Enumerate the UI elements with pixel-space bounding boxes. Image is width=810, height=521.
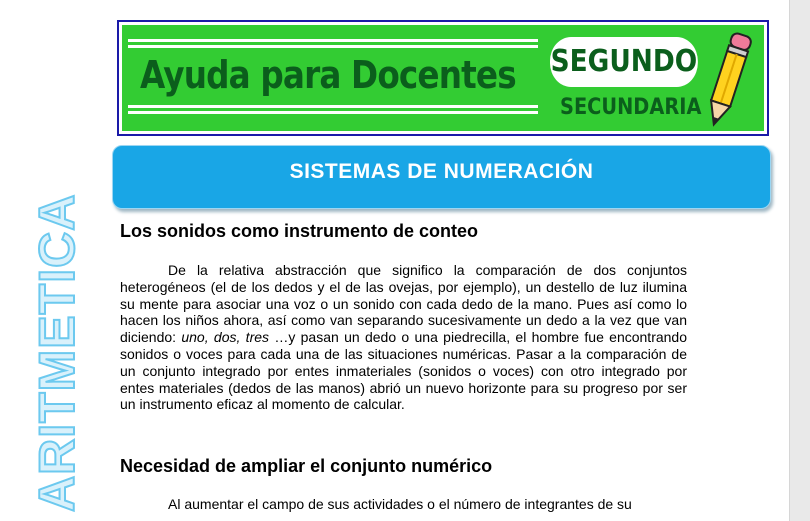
paragraph <box>120 496 687 513</box>
paragraph-text: Al aumentar el campo de sus actividades o el número de integrantes de su <box>168 496 632 512</box>
section-title-bar <box>112 145 771 209</box>
paragraph <box>120 262 687 413</box>
section-heading: Necesidad de ampliar el conjunto numérico <box>120 456 493 476</box>
paragraph-text: …y pasan un dedo o una piedrecilla, el hombre fue encontrando sonidos o voces para cada una de las situaciones numéricas. Pasar a la comparación de un conjunto integrado por entes inmateriales (sonidos o voces) con otro integrado por entes materiales (dedos de las manos) abrió un nuevo horizonte para su progreso por ser un instrumento eficaz al momento de calcular. <box>120 329 688 413</box>
pencil-icon <box>704 29 754 133</box>
paragraph-italic-text: uno, dos, tres <box>181 329 270 346</box>
section-title: SISTEMAS DE NUMERACIÓN <box>289 160 594 183</box>
level-label: SECUNDARIA <box>560 95 702 120</box>
banner-stripe <box>128 105 538 108</box>
banner-stripe <box>128 39 538 42</box>
vertical-scrollbar[interactable] <box>789 0 810 521</box>
banner-title: Ayuda para Docentes <box>140 53 516 97</box>
banner-stripe <box>128 45 538 48</box>
banner-stripe <box>128 111 538 114</box>
banner-background <box>122 25 764 131</box>
paragraph-text: De la relativa abstracción que significo la comparación de dos conjuntos heterogéneos (el de los dedos y el de las ovejas, por ejemplo), un destello de luz ilumina su mente para asociar una voz o un sonido con cada dedo de la mano. Pues así como lo hacen los niños ahora, así como van separando sucesivamente un dedo a la vez que van diciendo: <box>120 262 687 346</box>
grade-label: SEGUNDO <box>550 37 698 87</box>
section-heading: Los sonidos como instrumento de conteo <box>120 221 479 241</box>
subject-side-label: ARITMETICA <box>29 193 85 512</box>
header-banner <box>117 20 769 136</box>
